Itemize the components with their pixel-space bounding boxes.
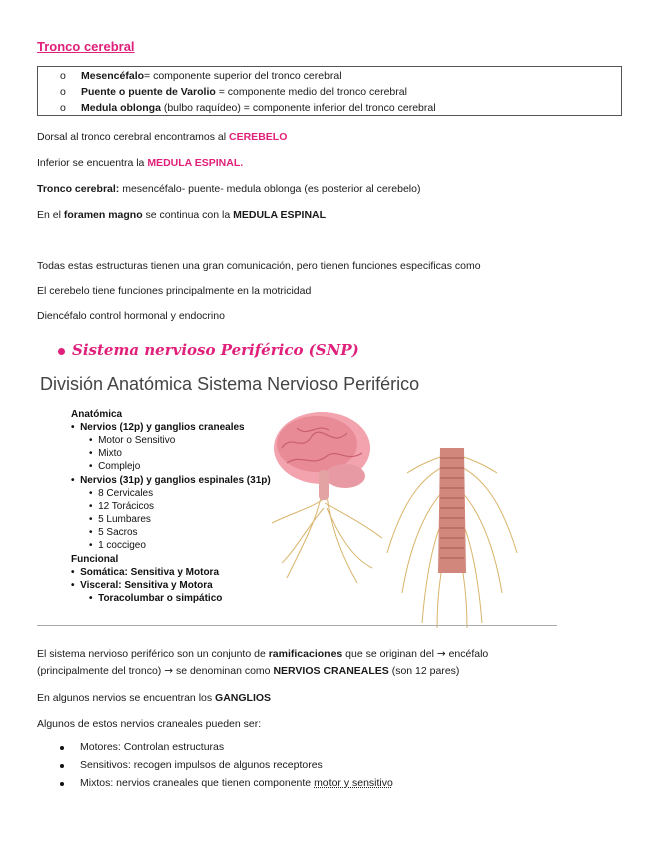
outline-bullet: • bbox=[89, 540, 93, 551]
paragraph-line bbox=[37, 648, 488, 660]
bullet-icon bbox=[60, 764, 64, 768]
text-span: (son 12 pares) bbox=[388, 665, 460, 677]
list-item-text: Motores: Controlan estructuras bbox=[80, 741, 225, 753]
outline-bullet: • bbox=[89, 527, 93, 538]
text-line bbox=[37, 157, 243, 169]
outline-item bbox=[89, 448, 122, 459]
text-span: Dorsal al tronco cerebral encontramos al bbox=[37, 131, 230, 143]
bullet-icon bbox=[60, 746, 64, 750]
outline-item bbox=[71, 580, 213, 591]
outline-bullet: • bbox=[71, 422, 75, 433]
paragraph-line bbox=[37, 692, 271, 704]
bold-term: foramen magno bbox=[63, 209, 143, 221]
figure-divider bbox=[37, 625, 557, 626]
spinal-cord-illustration bbox=[382, 443, 522, 628]
box-item-desc: = componente superior del tronco cerebral bbox=[144, 70, 342, 82]
outline-text: 8 Cervicales bbox=[98, 488, 154, 499]
list-item-text: Sensitivos: recogen impulsos de algunos receptores bbox=[80, 759, 323, 771]
text-line bbox=[37, 209, 326, 221]
highlight-medula: MEDULA ESPINAL. bbox=[147, 157, 244, 169]
text-span: mesencéfalo- puente- medula oblonga (es posterior al cerebelo) bbox=[119, 183, 421, 195]
right-arrow-icon: → bbox=[164, 665, 174, 677]
box-item-term: Mesencéfalo bbox=[81, 70, 145, 82]
paragraph-line bbox=[37, 665, 459, 677]
box-item-desc: (bulbo raquídeo) = componente inferior del tronco cerebral bbox=[160, 102, 436, 114]
outline-text: Somática: Sensitiva y Motora bbox=[80, 567, 220, 578]
outline-bullet: • bbox=[71, 475, 75, 486]
outline-text: Visceral: Sensitiva y Motora bbox=[80, 580, 213, 591]
outline-bullet: • bbox=[89, 488, 93, 499]
outline-item bbox=[89, 435, 175, 446]
outline-text: 1 coccigeo bbox=[98, 540, 146, 551]
heading-bullet-icon bbox=[58, 348, 65, 355]
box-item-term: Medula oblonga bbox=[81, 102, 161, 114]
outline-bullet: • bbox=[71, 567, 75, 578]
outline-text: Toracolumbar o simpático bbox=[98, 593, 223, 604]
snp-heading: Sistema nervioso Periférico (SNP) bbox=[72, 341, 359, 359]
box-item-term: Puente o puente de Varolio bbox=[81, 86, 216, 98]
outline-item bbox=[89, 461, 140, 472]
text-line bbox=[37, 183, 420, 195]
outline-heading: Funcional bbox=[71, 554, 119, 565]
brainstem-components-box bbox=[37, 66, 622, 116]
bold-term: NERVIOS CRANEALES bbox=[273, 665, 389, 677]
outline-item bbox=[89, 501, 154, 512]
text-line: El cerebelo tiene funciones principalmente en la motricidad bbox=[37, 285, 312, 297]
outline-item bbox=[89, 514, 151, 525]
text-span: El sistema nervioso periférico son un conjunto de bbox=[37, 648, 269, 660]
outline-text: 12 Torácicos bbox=[98, 501, 155, 512]
section-title: Tronco cerebral bbox=[37, 39, 135, 54]
text-span: En el bbox=[37, 209, 64, 221]
outline-bullet: • bbox=[89, 514, 93, 525]
outline-heading: Anatómica bbox=[71, 409, 123, 420]
paragraph-line: Algunos de estos nervios craneales pueden ser: bbox=[37, 718, 262, 730]
highlight-cerebelo: CEREBELO bbox=[229, 131, 288, 143]
box-bullet: o bbox=[60, 86, 66, 98]
outline-bullet: • bbox=[89, 448, 93, 459]
outline-item bbox=[89, 488, 153, 499]
text-span: En algunos nervios se encuentran los bbox=[37, 692, 216, 704]
text-span: Inferior se encuentra la bbox=[37, 157, 148, 169]
text-line bbox=[37, 131, 287, 143]
outline-item bbox=[71, 567, 219, 578]
outline-bullet: • bbox=[89, 461, 93, 472]
outline-bullet: • bbox=[89, 435, 93, 446]
bold-term: MEDULA ESPINAL bbox=[233, 209, 327, 221]
outline-text: Nervios (31p) y ganglios espinales (31p) bbox=[80, 475, 271, 486]
outline-text: Nervios (12p) y ganglios craneales bbox=[80, 422, 245, 433]
outline-text: 5 Lumbares bbox=[98, 514, 151, 525]
outline-text: Motor o Sensitivo bbox=[98, 435, 176, 446]
box-bullet: o bbox=[60, 70, 66, 82]
brain-nerves-illustration bbox=[267, 408, 387, 588]
outline-item bbox=[89, 593, 222, 604]
box-bullet: o bbox=[60, 102, 66, 114]
outline-bullet: • bbox=[71, 580, 75, 591]
text-span: encéfalo bbox=[445, 648, 489, 660]
text-line: Todas estas estructuras tienen una gran comunicación, pero tienen funciones especificas como bbox=[37, 260, 481, 272]
bold-term: Tronco cerebral: bbox=[37, 183, 120, 195]
text-span: se continua con la bbox=[142, 209, 234, 221]
text-span: Mixtos: nervios craneales que tienen componente bbox=[80, 777, 315, 789]
underlined-term: motor y sensitivo bbox=[314, 777, 393, 789]
pns-division-figure bbox=[37, 368, 622, 628]
bullet-icon bbox=[60, 782, 64, 786]
text-span: se denominan como bbox=[173, 665, 274, 677]
outline-text: Mixto bbox=[98, 448, 122, 459]
outline-item bbox=[71, 422, 245, 433]
bold-term: ramificaciones bbox=[268, 648, 343, 660]
figure-title: División Anatómica Sistema Nervioso Periférico bbox=[40, 374, 420, 394]
text-span: (principalmente del tronco) bbox=[37, 665, 165, 677]
bold-term: GANGLIOS bbox=[215, 692, 272, 704]
outline-bullet: • bbox=[89, 593, 93, 604]
right-arrow-icon: → bbox=[436, 648, 446, 660]
outline-bullet: • bbox=[89, 501, 93, 512]
outline-item bbox=[89, 540, 146, 551]
box-item-desc: = componente medio del tronco cerebral bbox=[215, 86, 407, 98]
text-span: que se originan del bbox=[342, 648, 437, 660]
outline-text: Complejo bbox=[98, 461, 141, 472]
outline-item bbox=[71, 475, 271, 486]
outline-text: 5 Sacros bbox=[98, 527, 138, 538]
outline-item bbox=[89, 527, 138, 538]
text-line: Diencéfalo control hormonal y endocrino bbox=[37, 310, 225, 322]
list-item-text bbox=[80, 777, 393, 789]
